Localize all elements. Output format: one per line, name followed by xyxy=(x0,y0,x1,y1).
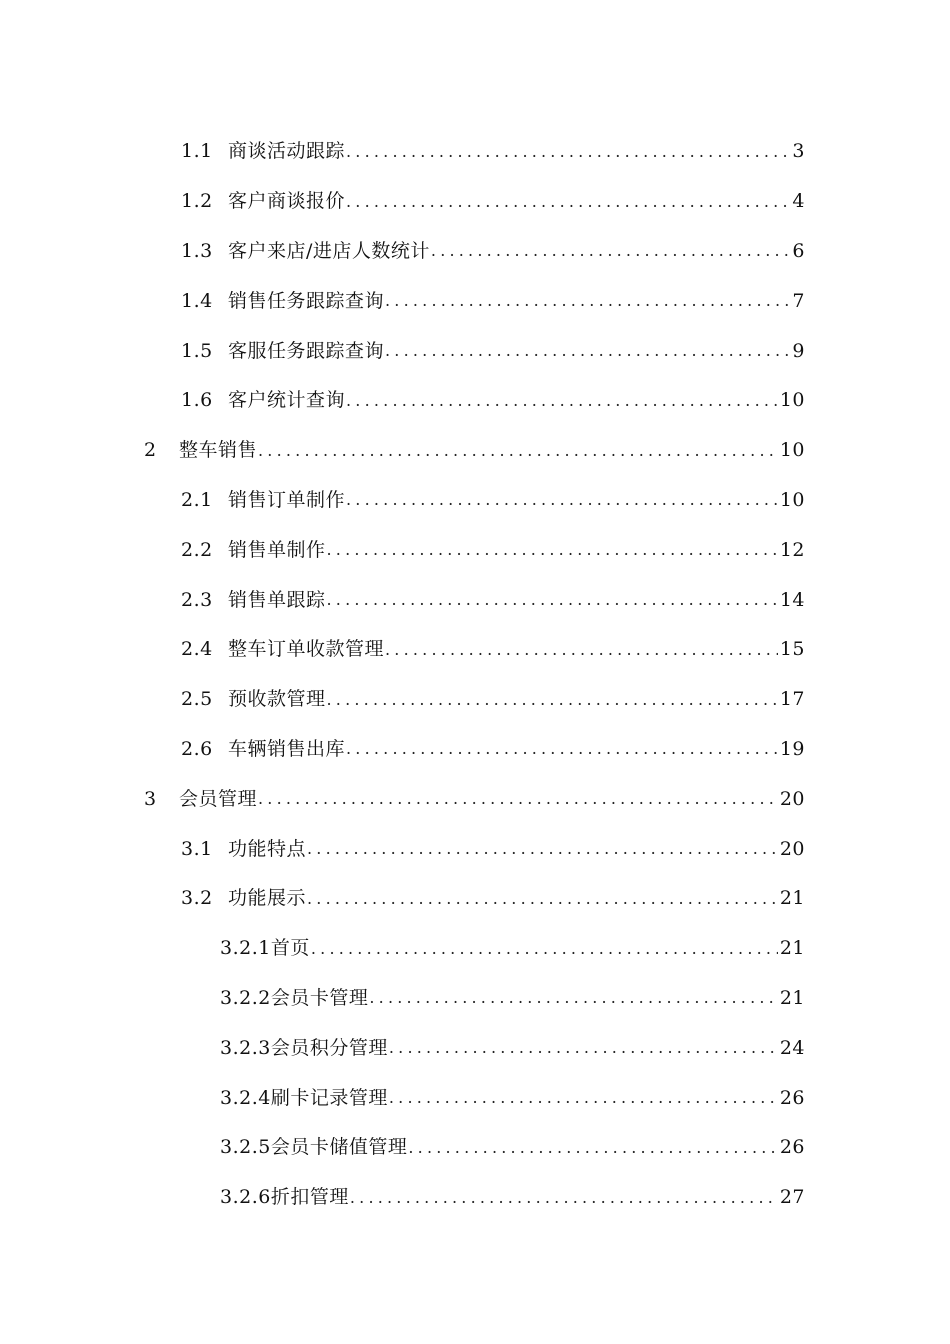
toc-dot-leader xyxy=(408,1140,777,1156)
toc-entry[interactable] xyxy=(0,725,950,775)
toc-page-number: 7 xyxy=(792,289,805,312)
table-of-contents xyxy=(0,127,950,1223)
toc-entry[interactable] xyxy=(0,974,950,1024)
toc-entry[interactable] xyxy=(0,1123,950,1173)
toc-page-number: 10 xyxy=(779,488,805,511)
toc-entry[interactable] xyxy=(0,426,950,476)
toc-page-number: 19 xyxy=(779,737,805,760)
toc-page-number: 12 xyxy=(779,538,805,561)
toc-entry[interactable] xyxy=(0,625,950,675)
toc-entry[interactable] xyxy=(0,874,950,924)
toc-entry[interactable] xyxy=(0,525,950,575)
toc-page-number: 14 xyxy=(779,588,805,611)
toc-entry-title: 首页 xyxy=(270,937,310,960)
toc-entry[interactable] xyxy=(0,276,950,326)
toc-entry[interactable] xyxy=(0,675,950,725)
toc-dot-leader xyxy=(346,492,778,508)
toc-entry-title: 客户商谈报价 xyxy=(228,190,346,213)
toc-entry-number: 1.3 xyxy=(181,239,213,262)
toc-dot-leader xyxy=(258,443,778,459)
toc-entry-title: 商谈活动跟踪 xyxy=(228,140,346,163)
toc-entry-number: 1.6 xyxy=(181,389,213,412)
toc-page-number: 21 xyxy=(779,937,805,960)
toc-entry-number: 1.1 xyxy=(181,140,213,163)
toc-entry-title: 会员管理 xyxy=(179,787,258,810)
toc-entry-title: 销售单跟踪 xyxy=(228,588,326,611)
toc-dot-leader xyxy=(327,542,778,558)
toc-entry[interactable] xyxy=(0,575,950,625)
toc-page-number: 9 xyxy=(792,339,805,362)
toc-entry-title: 客户来店/进店人数统计 xyxy=(228,239,430,262)
toc-dot-leader xyxy=(307,841,778,857)
toc-page-number: 27 xyxy=(779,1186,805,1209)
toc-dot-leader xyxy=(431,243,791,259)
toc-dot-leader xyxy=(346,144,790,160)
toc-entry-number: 3.2.5 xyxy=(220,1136,271,1159)
toc-entry[interactable] xyxy=(0,1173,950,1223)
toc-dot-leader xyxy=(327,692,778,708)
toc-entry-number: 3.2.4 xyxy=(220,1086,271,1109)
toc-entry-title: 会员积分管理 xyxy=(270,1036,388,1059)
toc-entry-number: 2.6 xyxy=(181,737,213,760)
toc-entry-title: 预收款管理 xyxy=(228,688,326,711)
toc-entry-title: 销售订单制作 xyxy=(228,488,346,511)
toc-entry-number: 3.2.2 xyxy=(220,986,271,1009)
toc-dot-leader xyxy=(258,791,778,807)
toc-entry-number: 3.2.3 xyxy=(220,1036,271,1059)
toc-page-number: 15 xyxy=(779,638,805,661)
toc-entry-number: 2.4 xyxy=(181,638,213,661)
toc-entry-title: 销售单制作 xyxy=(228,538,326,561)
toc-entry[interactable] xyxy=(0,177,950,227)
toc-entry[interactable] xyxy=(0,1023,950,1073)
toc-dot-leader xyxy=(350,1190,778,1206)
toc-entry-number: 1.4 xyxy=(181,289,213,312)
toc-page-number: 21 xyxy=(779,887,805,910)
toc-entry-title: 会员卡管理 xyxy=(270,986,369,1009)
toc-entry-title: 刷卡记录管理 xyxy=(270,1086,388,1109)
toc-entry-number: 3.2.1 xyxy=(220,937,271,960)
toc-entry[interactable] xyxy=(0,774,950,824)
toc-dot-leader xyxy=(385,343,790,359)
toc-page-number: 10 xyxy=(779,389,805,412)
toc-entry-number: 3 xyxy=(144,787,157,810)
toc-entry[interactable] xyxy=(0,227,950,277)
toc-entry-number: 2.5 xyxy=(181,688,213,711)
toc-entry-number: 3.1 xyxy=(181,837,213,860)
toc-page-number: 24 xyxy=(779,1036,805,1059)
toc-dot-leader xyxy=(385,642,778,658)
toc-entry[interactable] xyxy=(0,326,950,376)
toc-entry-number: 2.3 xyxy=(181,588,213,611)
toc-page-number: 21 xyxy=(779,986,805,1009)
toc-entry-number: 3.2.6 xyxy=(220,1186,271,1209)
toc-entry-number: 2.2 xyxy=(181,538,213,561)
toc-dot-leader xyxy=(311,941,778,957)
toc-entry-title: 客户统计查询 xyxy=(228,389,346,412)
toc-page-number: 20 xyxy=(779,837,805,860)
toc-entry-number: 1.5 xyxy=(181,339,213,362)
toc-entry[interactable] xyxy=(0,376,950,426)
toc-entry-title: 整车销售 xyxy=(179,439,258,462)
toc-entry-number: 3.2 xyxy=(181,887,213,910)
toc-page-number: 4 xyxy=(792,190,805,213)
toc-entry[interactable] xyxy=(0,127,950,177)
toc-entry-number: 2 xyxy=(144,439,157,462)
toc-dot-leader xyxy=(389,1040,778,1056)
toc-entry-number: 2.1 xyxy=(181,488,213,511)
toc-dot-leader xyxy=(346,194,790,210)
toc-entry-title: 会员卡储值管理 xyxy=(270,1136,408,1159)
toc-entry-title: 销售任务跟踪查询 xyxy=(228,289,385,312)
toc-page-number: 3 xyxy=(792,140,805,163)
toc-page-number: 26 xyxy=(779,1136,805,1159)
toc-entry-title: 客服任务跟踪查询 xyxy=(228,339,385,362)
toc-dot-leader xyxy=(307,891,778,907)
toc-dot-leader xyxy=(389,1090,778,1106)
toc-dot-leader xyxy=(327,592,778,608)
toc-entry[interactable] xyxy=(0,924,950,974)
toc-entry-title: 车辆销售出库 xyxy=(228,737,346,760)
toc-page-number: 6 xyxy=(792,239,805,262)
toc-page-number: 26 xyxy=(779,1086,805,1109)
toc-page-number: 10 xyxy=(779,439,805,462)
toc-entry[interactable] xyxy=(0,1073,950,1123)
toc-dot-leader xyxy=(346,741,778,757)
toc-entry-title: 功能特点 xyxy=(228,837,307,860)
toc-dot-leader xyxy=(346,393,778,409)
toc-page-number: 20 xyxy=(779,787,805,810)
toc-entry-title: 折扣管理 xyxy=(270,1186,349,1209)
toc-entry-title: 整车订单收款管理 xyxy=(228,638,385,661)
toc-dot-leader xyxy=(369,990,777,1006)
toc-entry-number: 1.2 xyxy=(181,190,213,213)
toc-page-number: 17 xyxy=(779,688,805,711)
toc-entry[interactable] xyxy=(0,824,950,874)
toc-entry[interactable] xyxy=(0,476,950,526)
toc-dot-leader xyxy=(385,293,790,309)
toc-entry-title: 功能展示 xyxy=(228,887,307,910)
